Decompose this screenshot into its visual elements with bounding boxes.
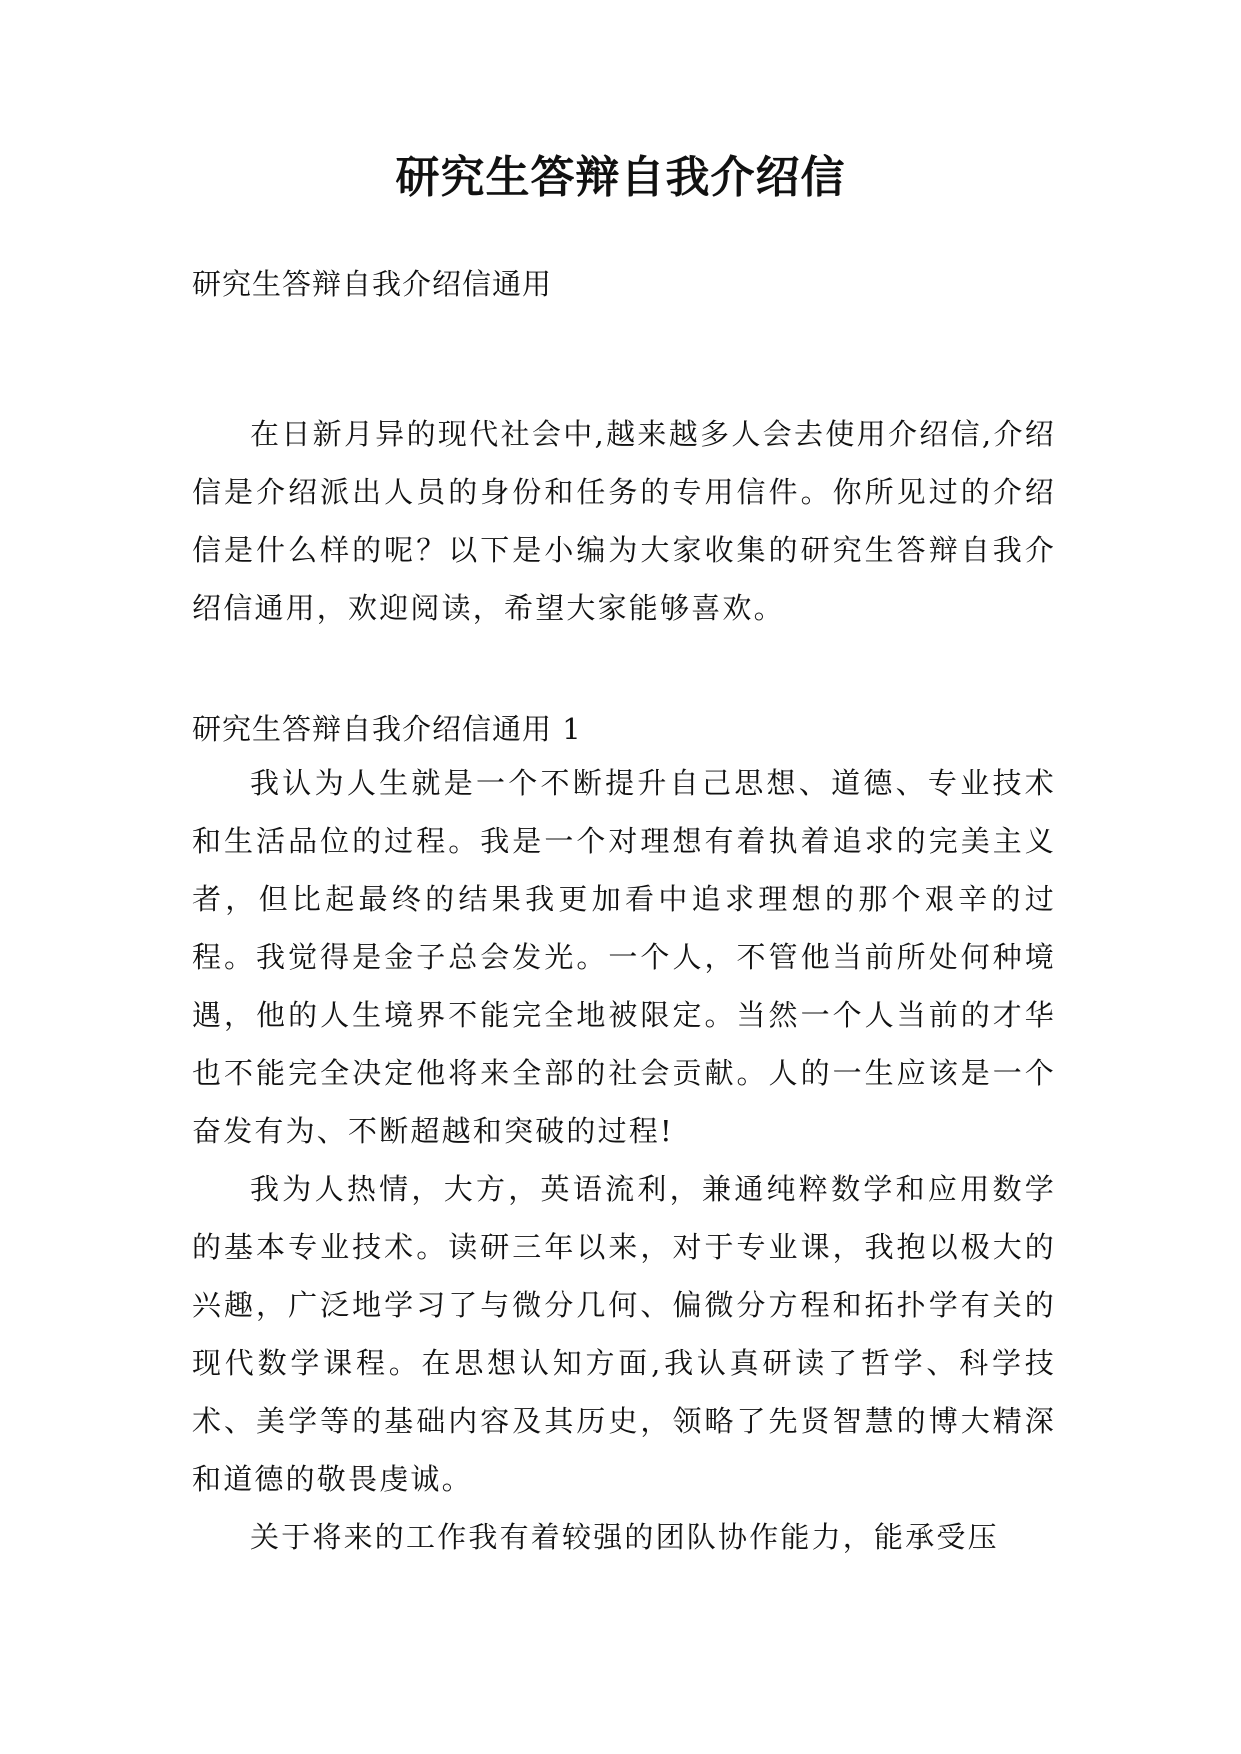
intro-block <box>192 405 1056 637</box>
section-heading: 研究生答辩自我介绍信通用 1 <box>192 712 582 746</box>
document-subtitle: 研究生答辩自我介绍信通用 <box>192 267 553 301</box>
body-paragraph-2: 我为人热情，大方，英语流利，兼通纯粹数学和应用数学的基本专业技术。读研三年以来，对于专业课，我抱以极大的兴趣，广泛地学习了与微分几何、偏微分方程和拓扑学有关的现代数学课程。在思想认知方面,我认真研读了哲学、科学技术、美学等的基础内容及其历史，领略了先贤智慧的博大精深和道德的敬畏虔诚。 <box>192 1172 1056 1496</box>
document-title: 研究生答辩自我介绍信 <box>395 152 846 203</box>
intro-paragraph: 在日新月异的现代社会中,越来越多人会去使用介绍信,介绍信是介绍派出人员的身份和任务的专用信件。你所见过的介绍信是什么样的呢？以下是小编为大家收集的研究生答辩自我介绍信通用，欢迎阅读，希望大家能够喜欢。 <box>192 417 1056 625</box>
body-paragraph-1: 我认为人生就是一个不断提升自己思想、道德、专业技术和生活品位的过程。我是一个对理想有着执着追求的完美主义者，但比起最终的结果我更加看中追求理想的那个艰辛的过程。我觉得是金子总会发光。一个人，不管他当前所处何种境遇，他的人生境界不能完全地被限定。当然一个人当前的才华也不能完全决定他将来全部的社会贡献。人的一生应该是一个奋发有为、不断超越和突破的过程! <box>192 766 1056 1148</box>
body-block <box>192 754 1056 1566</box>
body-paragraph-3: 关于将来的工作我有着较强的团队协作能力，能承受压 <box>250 1520 999 1554</box>
